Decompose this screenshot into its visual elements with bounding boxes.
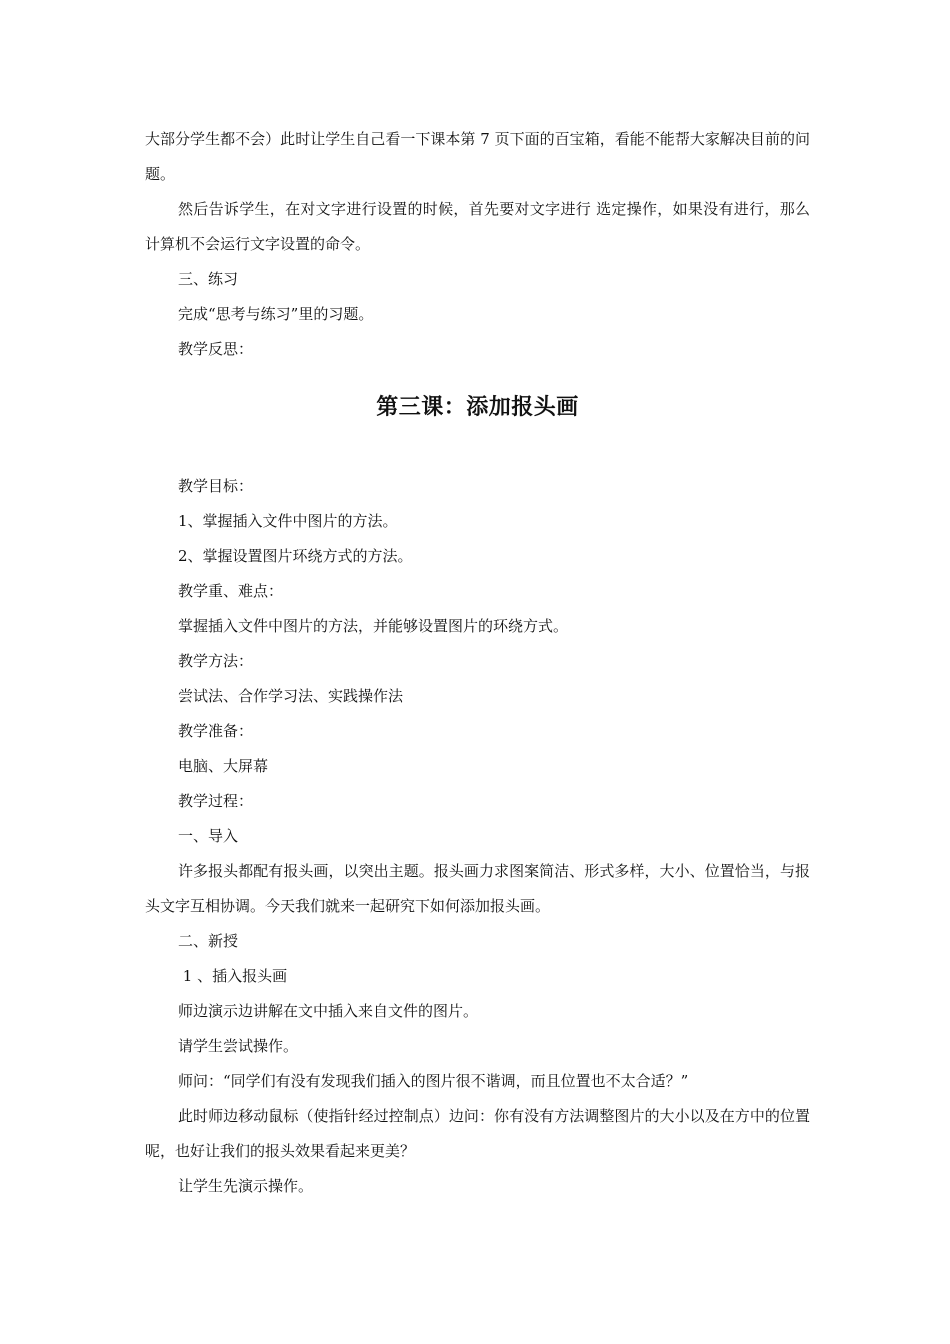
mouse-paragraph: 此时师边移动鼠标（使指针经过控制点）边问：你有没有方法调整图片的大小以及在方中的位置呢，也好让我们的报头效果看起来更美？ <box>145 1107 810 1160</box>
methods-heading: 教学方法： <box>178 652 254 670</box>
document-page <box>145 122 810 1204</box>
step-insert-header-image: 1 、插入报头画 <box>178 967 288 985</box>
lesson-title: 第三课：添加报头画 <box>376 394 579 420</box>
process-heading: 教学过程： <box>178 792 254 810</box>
key-points-text: 掌握插入文件中图片的方法，并能够设置图片的环绕方式。 <box>178 617 569 635</box>
goal-1: 1、掌握插入文件中图片的方法。 <box>178 512 398 530</box>
paragraph-selection-note: 然后告诉学生，在对文字进行设置的时候，首先要对文字进行 选定操作，如果没有进行，那么计算机不会运行文字设置的命令。 <box>145 200 810 253</box>
teacher-question: 师问：“同学们有没有发现我们插入的图片很不谐调，而且位置也不太合适？” <box>178 1072 689 1090</box>
practice-text: 完成“思考与练习”里的习题。 <box>178 305 374 323</box>
goals-heading: 教学目标： <box>178 477 254 495</box>
intro-paragraph: 许多报头都配有报头画，以突出主题。报头画力求图案简洁、形式多样，大小、位置恰当，与报头文字互相协调。今天我们就来一起研究下如何添加报头画。 <box>145 862 810 915</box>
key-points-heading: 教学重、难点： <box>178 582 284 600</box>
preparation-text: 电脑、大屏幕 <box>178 757 269 775</box>
goal-2: 2、掌握设置图片环绕方式的方法。 <box>178 547 413 565</box>
section-practice: 三、练习 <box>178 270 239 288</box>
section-new-lesson: 二、新授 <box>178 932 239 950</box>
section-intro: 一、导入 <box>178 827 239 845</box>
teaching-reflection: 教学反思： <box>178 340 254 358</box>
teacher-demo: 师边演示边讲解在文中插入来自文件的图片。 <box>178 1002 479 1020</box>
methods-text: 尝试法、合作学习法、实践操作法 <box>178 687 404 705</box>
paragraph-continued: 大部分学生都不会）此时让学生自己看一下课本第 7 页下面的百宝箱，看能不能帮大家解决目前的问题。 <box>145 130 810 183</box>
student-demo: 让学生先演示操作。 <box>178 1177 314 1195</box>
student-try: 请学生尝试操作。 <box>178 1037 299 1055</box>
preparation-heading: 教学准备： <box>178 722 254 740</box>
